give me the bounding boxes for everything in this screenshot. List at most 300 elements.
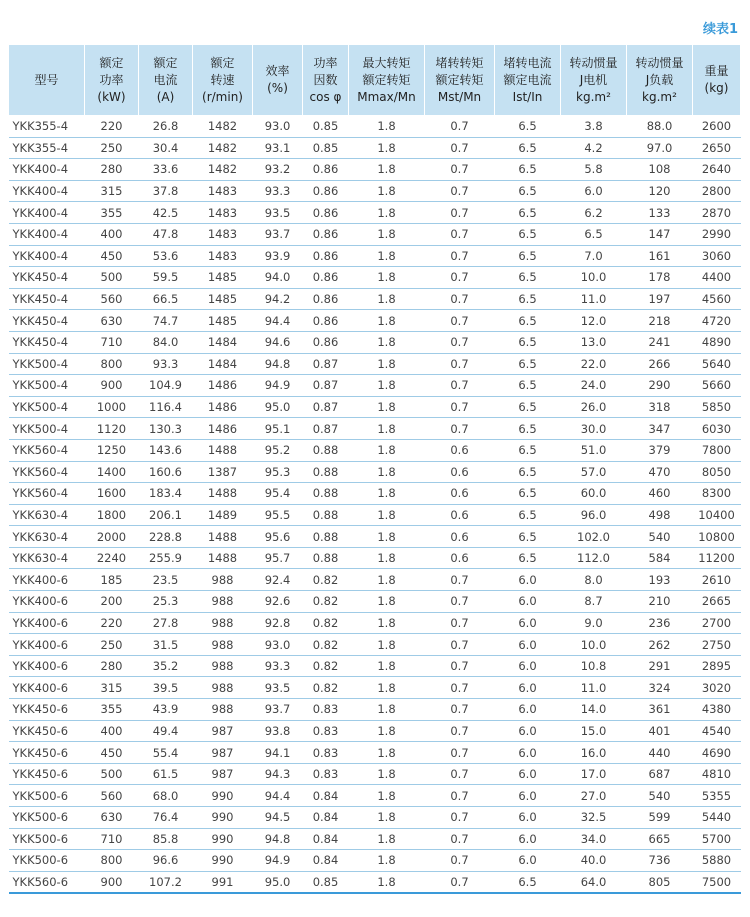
table-cell: 987 bbox=[193, 720, 253, 742]
table-cell: 93.3 bbox=[253, 180, 303, 202]
column-header-line: 功率 bbox=[99, 72, 124, 87]
table-row bbox=[9, 267, 741, 289]
table-cell: 584 bbox=[627, 547, 693, 569]
table-cell: 498 bbox=[627, 504, 693, 526]
table-cell: 1.8 bbox=[349, 612, 425, 634]
table-cell: 630 bbox=[85, 807, 139, 829]
table-cell: 6.5 bbox=[495, 504, 561, 526]
table-cell: 6.0 bbox=[495, 720, 561, 742]
table-cell: 6.5 bbox=[495, 396, 561, 418]
table-row bbox=[9, 461, 741, 483]
table-cell: 4.2 bbox=[561, 137, 627, 159]
table-cell: 0.87 bbox=[303, 375, 349, 397]
table-cell: 0.7 bbox=[425, 137, 495, 159]
column-header-line: 功率 bbox=[313, 55, 338, 70]
table-cell: 0.7 bbox=[425, 720, 495, 742]
table-cell: 990 bbox=[193, 828, 253, 850]
table-cell: 96.0 bbox=[561, 504, 627, 526]
table-cell: 800 bbox=[85, 353, 139, 375]
table-cell: 1483 bbox=[193, 245, 253, 267]
table-cell: 0.7 bbox=[425, 655, 495, 677]
table-cell: 11.0 bbox=[561, 677, 627, 699]
table-cell: 112.0 bbox=[561, 547, 627, 569]
column-header-line: (kW) bbox=[97, 89, 126, 104]
table-cell: 94.5 bbox=[253, 807, 303, 829]
table-cell: 0.6 bbox=[425, 547, 495, 569]
table-row bbox=[9, 396, 741, 418]
table-cell: 6.5 bbox=[495, 547, 561, 569]
table-row bbox=[9, 569, 741, 591]
table-cell: 250 bbox=[85, 137, 139, 159]
table-cell: 1.8 bbox=[349, 159, 425, 181]
table-cell: 4720 bbox=[693, 310, 741, 332]
table-cell: 10.0 bbox=[561, 267, 627, 289]
table-cell: 95.2 bbox=[253, 439, 303, 461]
table-cell: 1.8 bbox=[349, 223, 425, 245]
table-cell: 160.6 bbox=[139, 461, 193, 483]
table-cell: 0.83 bbox=[303, 720, 349, 742]
table-cell: 800 bbox=[85, 850, 139, 872]
table-cell: 161 bbox=[627, 245, 693, 267]
table-cell: 4560 bbox=[693, 288, 741, 310]
table-row bbox=[9, 655, 741, 677]
table-cell: 0.86 bbox=[303, 159, 349, 181]
column-header-line: 最大转矩 bbox=[362, 55, 411, 70]
table-cell: 6.5 bbox=[495, 526, 561, 548]
column-header-line: (kg) bbox=[704, 81, 729, 95]
table-cell: 1.8 bbox=[349, 742, 425, 764]
table-row bbox=[9, 202, 741, 224]
table-cell: 1387 bbox=[193, 461, 253, 483]
table-row bbox=[9, 871, 741, 893]
table-cell: 1488 bbox=[193, 526, 253, 548]
table-cell: 43.9 bbox=[139, 699, 193, 721]
table-cell: 93.3 bbox=[253, 655, 303, 677]
table-cell: 1482 bbox=[193, 116, 253, 138]
column-header-line: 堵转转矩 bbox=[435, 55, 484, 70]
table-cell: 220 bbox=[85, 116, 139, 138]
table-cell: 6.0 bbox=[495, 785, 561, 807]
column-header-line: Ist/In bbox=[512, 89, 543, 104]
table-cell: 6.5 bbox=[495, 159, 561, 181]
column-header bbox=[85, 45, 139, 116]
table-cell: 4890 bbox=[693, 331, 741, 353]
table-cell: 3060 bbox=[693, 245, 741, 267]
table-cell: 6.5 bbox=[495, 116, 561, 138]
table-cell: 988 bbox=[193, 591, 253, 613]
column-header-line: 额定转矩 bbox=[435, 72, 484, 87]
table-cell: 24.0 bbox=[561, 375, 627, 397]
table-cell: 266 bbox=[627, 353, 693, 375]
table-cell: 0.7 bbox=[425, 591, 495, 613]
table-cell: 27.8 bbox=[139, 612, 193, 634]
table-cell: 0.83 bbox=[303, 763, 349, 785]
table-cell: 291 bbox=[627, 655, 693, 677]
table-cell: 990 bbox=[193, 807, 253, 829]
table-cell: 1.8 bbox=[349, 655, 425, 677]
table-cell: 560 bbox=[85, 288, 139, 310]
table-cell: 1.8 bbox=[349, 267, 425, 289]
table-cell: 0.84 bbox=[303, 785, 349, 807]
table-cell: 1.8 bbox=[349, 547, 425, 569]
table-cell: 95.4 bbox=[253, 483, 303, 505]
column-header-line: 电流 bbox=[153, 72, 178, 87]
table-cell: 94.1 bbox=[253, 742, 303, 764]
table-cell: 33.6 bbox=[139, 159, 193, 181]
table-cell: 23.5 bbox=[139, 569, 193, 591]
model-cell: YKK400-6 bbox=[9, 634, 85, 656]
model-cell: YKK450-4 bbox=[9, 331, 85, 353]
table-cell: 0.84 bbox=[303, 828, 349, 850]
table-cell: 0.82 bbox=[303, 655, 349, 677]
table-cell: 1.8 bbox=[349, 699, 425, 721]
model-cell: YKK450-6 bbox=[9, 720, 85, 742]
table-cell: 97.0 bbox=[627, 137, 693, 159]
table-cell: 6.0 bbox=[495, 699, 561, 721]
model-cell: YKK400-4 bbox=[9, 245, 85, 267]
table-cell: 280 bbox=[85, 159, 139, 181]
table-cell: 500 bbox=[85, 763, 139, 785]
table-cell: 2990 bbox=[693, 223, 741, 245]
table-cell: 355 bbox=[85, 202, 139, 224]
table-cell: 66.5 bbox=[139, 288, 193, 310]
table-row bbox=[9, 742, 741, 764]
table-cell: 95.0 bbox=[253, 396, 303, 418]
table-cell: 94.3 bbox=[253, 763, 303, 785]
table-cell: 1.8 bbox=[349, 137, 425, 159]
table-cell: 5640 bbox=[693, 353, 741, 375]
table-cell: 6.0 bbox=[495, 655, 561, 677]
table-cell: 6.5 bbox=[495, 267, 561, 289]
table-cell: 1.8 bbox=[349, 634, 425, 656]
table-cell: 5440 bbox=[693, 807, 741, 829]
table-cell: 6.5 bbox=[495, 375, 561, 397]
table-cell: 0.88 bbox=[303, 547, 349, 569]
table-cell: 5.8 bbox=[561, 159, 627, 181]
table-cell: 0.7 bbox=[425, 159, 495, 181]
table-cell: 6.0 bbox=[495, 763, 561, 785]
table-cell: 987 bbox=[193, 742, 253, 764]
table-cell: 347 bbox=[627, 418, 693, 440]
table-cell: 0.7 bbox=[425, 375, 495, 397]
table-cell: 6.5 bbox=[495, 439, 561, 461]
table-cell: 8.7 bbox=[561, 591, 627, 613]
table-row bbox=[9, 807, 741, 829]
table-row bbox=[9, 288, 741, 310]
table-cell: 1000 bbox=[85, 396, 139, 418]
table-cell: 241 bbox=[627, 331, 693, 353]
table-cell: 0.7 bbox=[425, 288, 495, 310]
table-cell: 6.5 bbox=[495, 331, 561, 353]
table-cell: 96.6 bbox=[139, 850, 193, 872]
table-cell: 990 bbox=[193, 785, 253, 807]
table-cell: 74.7 bbox=[139, 310, 193, 332]
table-cell: 84.0 bbox=[139, 331, 193, 353]
table-cell: 2800 bbox=[693, 180, 741, 202]
table-cell: 94.4 bbox=[253, 785, 303, 807]
table-cell: 6.0 bbox=[495, 591, 561, 613]
table-cell: 900 bbox=[85, 375, 139, 397]
table-cell: 1.8 bbox=[349, 439, 425, 461]
table-cell: 6.0 bbox=[495, 828, 561, 850]
table-cell: 94.4 bbox=[253, 310, 303, 332]
table-cell: 1.8 bbox=[349, 807, 425, 829]
table-cell: 1.8 bbox=[349, 720, 425, 742]
table-cell: 0.7 bbox=[425, 116, 495, 138]
table-cell: 2700 bbox=[693, 612, 741, 634]
table-row bbox=[9, 439, 741, 461]
table-cell: 318 bbox=[627, 396, 693, 418]
table-cell: 560 bbox=[85, 785, 139, 807]
table-cell: 0.86 bbox=[303, 310, 349, 332]
model-cell: YKK400-4 bbox=[9, 159, 85, 181]
column-header bbox=[561, 45, 627, 116]
model-cell: YKK500-4 bbox=[9, 375, 85, 397]
table-cell: 1.8 bbox=[349, 483, 425, 505]
table-cell: 6.5 bbox=[495, 461, 561, 483]
table-cell: 93.5 bbox=[253, 202, 303, 224]
table-cell: 0.6 bbox=[425, 483, 495, 505]
column-header bbox=[9, 45, 85, 116]
table-cell: 17.0 bbox=[561, 763, 627, 785]
column-header-line: 额定转矩 bbox=[362, 72, 411, 87]
model-cell: YKK450-4 bbox=[9, 310, 85, 332]
table-cell: 0.7 bbox=[425, 267, 495, 289]
table-cell: 22.0 bbox=[561, 353, 627, 375]
table-cell: 5660 bbox=[693, 375, 741, 397]
table-cell: 93.8 bbox=[253, 720, 303, 742]
table-cell: 0.82 bbox=[303, 591, 349, 613]
table-row bbox=[9, 159, 741, 181]
table-cell: 130.3 bbox=[139, 418, 193, 440]
table-cell: 6.5 bbox=[495, 245, 561, 267]
table-cell: 92.8 bbox=[253, 612, 303, 634]
table-cell: 102.0 bbox=[561, 526, 627, 548]
table-cell: 0.7 bbox=[425, 331, 495, 353]
table-cell: 355 bbox=[85, 699, 139, 721]
table-cell: 1485 bbox=[193, 267, 253, 289]
table-cell: 0.85 bbox=[303, 871, 349, 893]
table-cell: 2895 bbox=[693, 655, 741, 677]
table-cell: 7800 bbox=[693, 439, 741, 461]
table-cell: 15.0 bbox=[561, 720, 627, 742]
table-row bbox=[9, 526, 741, 548]
table-cell: 0.82 bbox=[303, 569, 349, 591]
table-cell: 1.8 bbox=[349, 375, 425, 397]
table-cell: 193 bbox=[627, 569, 693, 591]
table-cell: 32.5 bbox=[561, 807, 627, 829]
column-header-line: 型号 bbox=[34, 72, 59, 87]
table-cell: 10800 bbox=[693, 526, 741, 548]
table-cell: 0.87 bbox=[303, 418, 349, 440]
table-cell: 8300 bbox=[693, 483, 741, 505]
table-row bbox=[9, 850, 741, 872]
model-cell: YKK560-4 bbox=[9, 439, 85, 461]
table-cell: 0.87 bbox=[303, 353, 349, 375]
table-cell: 6.0 bbox=[495, 677, 561, 699]
table-cell: 0.6 bbox=[425, 439, 495, 461]
table-cell: 10.8 bbox=[561, 655, 627, 677]
table-cell: 0.7 bbox=[425, 871, 495, 893]
table-cell: 1483 bbox=[193, 202, 253, 224]
table-cell: 6.5 bbox=[495, 418, 561, 440]
table-cell: 236 bbox=[627, 612, 693, 634]
table-cell: 206.1 bbox=[139, 504, 193, 526]
table-cell: 2000 bbox=[85, 526, 139, 548]
table-cell: 6.5 bbox=[495, 137, 561, 159]
table-cell: 220 bbox=[85, 612, 139, 634]
table-cell: 250 bbox=[85, 634, 139, 656]
table-row bbox=[9, 483, 741, 505]
table-cell: 147 bbox=[627, 223, 693, 245]
table-cell: 0.85 bbox=[303, 137, 349, 159]
table-cell: 0.7 bbox=[425, 180, 495, 202]
table-cell: 460 bbox=[627, 483, 693, 505]
table-cell: 2640 bbox=[693, 159, 741, 181]
table-cell: 94.2 bbox=[253, 288, 303, 310]
table-cell: 6.5 bbox=[495, 871, 561, 893]
table-cell: 315 bbox=[85, 180, 139, 202]
table-cell: 1120 bbox=[85, 418, 139, 440]
table-cell: 2750 bbox=[693, 634, 741, 656]
table-cell: 0.87 bbox=[303, 396, 349, 418]
model-cell: YKK500-6 bbox=[9, 807, 85, 829]
table-cell: 7.0 bbox=[561, 245, 627, 267]
table-cell: 1.8 bbox=[349, 591, 425, 613]
table-cell: 1800 bbox=[85, 504, 139, 526]
model-cell: YKK450-6 bbox=[9, 763, 85, 785]
table-cell: 8050 bbox=[693, 461, 741, 483]
table-cell: 379 bbox=[627, 439, 693, 461]
table-cell: 34.0 bbox=[561, 828, 627, 850]
table-row bbox=[9, 418, 741, 440]
column-header-line: 转速 bbox=[210, 72, 235, 87]
table-cell: 280 bbox=[85, 655, 139, 677]
table-cell: 0.88 bbox=[303, 483, 349, 505]
table-cell: 1.8 bbox=[349, 418, 425, 440]
table-cell: 25.3 bbox=[139, 591, 193, 613]
table-cell: 30.0 bbox=[561, 418, 627, 440]
table-cell: 39.5 bbox=[139, 677, 193, 699]
table-cell: 0.86 bbox=[303, 331, 349, 353]
model-cell: YKK400-6 bbox=[9, 677, 85, 699]
table-cell: 6.5 bbox=[495, 223, 561, 245]
table-cell: 37.8 bbox=[139, 180, 193, 202]
table-cell: 57.0 bbox=[561, 461, 627, 483]
table-cell: 35.2 bbox=[139, 655, 193, 677]
table-cell: 10.0 bbox=[561, 634, 627, 656]
table-cell: 1.8 bbox=[349, 504, 425, 526]
column-header-line: 额定 bbox=[153, 55, 178, 70]
table-cell: 3020 bbox=[693, 677, 741, 699]
table-cell: 1400 bbox=[85, 461, 139, 483]
table-cell: 94.8 bbox=[253, 353, 303, 375]
table-row bbox=[9, 699, 741, 721]
column-header bbox=[693, 45, 741, 116]
table-cell: 30.4 bbox=[139, 137, 193, 159]
column-header bbox=[627, 45, 693, 116]
table-cell: 68.0 bbox=[139, 785, 193, 807]
table-cell: 95.7 bbox=[253, 547, 303, 569]
column-header-line: Mmax/Mn bbox=[357, 89, 416, 104]
model-cell: YKK450-6 bbox=[9, 742, 85, 764]
table-cell: 13.0 bbox=[561, 331, 627, 353]
motor-spec-table bbox=[8, 44, 741, 894]
table-cell: 4400 bbox=[693, 267, 741, 289]
table-cell: 1483 bbox=[193, 223, 253, 245]
table-cell: 93.5 bbox=[253, 677, 303, 699]
table-cell: 47.8 bbox=[139, 223, 193, 245]
table-row bbox=[9, 677, 741, 699]
table-cell: 0.88 bbox=[303, 504, 349, 526]
table-row bbox=[9, 245, 741, 267]
table-cell: 450 bbox=[85, 245, 139, 267]
table-cell: 988 bbox=[193, 655, 253, 677]
table-cell: 988 bbox=[193, 677, 253, 699]
model-cell: YKK400-4 bbox=[9, 202, 85, 224]
column-header bbox=[349, 45, 425, 116]
table-cell: 0.7 bbox=[425, 202, 495, 224]
table-cell: 6.5 bbox=[495, 483, 561, 505]
table-cell: 95.0 bbox=[253, 871, 303, 893]
table-cell: 116.4 bbox=[139, 396, 193, 418]
table-cell: 93.7 bbox=[253, 223, 303, 245]
table-cell: 6.0 bbox=[495, 634, 561, 656]
table-cell: 315 bbox=[85, 677, 139, 699]
table-cell: 26.0 bbox=[561, 396, 627, 418]
column-header bbox=[193, 45, 253, 116]
table-cell: 2610 bbox=[693, 569, 741, 591]
table-cell: 630 bbox=[85, 310, 139, 332]
table-cell: 133 bbox=[627, 202, 693, 224]
table-cell: 805 bbox=[627, 871, 693, 893]
table-cell: 40.0 bbox=[561, 850, 627, 872]
table-cell: 4540 bbox=[693, 720, 741, 742]
table-cell: 93.0 bbox=[253, 116, 303, 138]
table-cell: 0.83 bbox=[303, 742, 349, 764]
table-cell: 988 bbox=[193, 634, 253, 656]
table-cell: 6.5 bbox=[495, 288, 561, 310]
table-row bbox=[9, 180, 741, 202]
table-cell: 0.6 bbox=[425, 526, 495, 548]
table-cell: 400 bbox=[85, 223, 139, 245]
table-cell: 450 bbox=[85, 742, 139, 764]
table-cell: 26.8 bbox=[139, 116, 193, 138]
model-cell: YKK450-4 bbox=[9, 267, 85, 289]
model-cell: YKK560-6 bbox=[9, 871, 85, 893]
column-header-line: (r/min) bbox=[202, 89, 243, 104]
table-cell: 1.8 bbox=[349, 785, 425, 807]
table-cell: 107.2 bbox=[139, 871, 193, 893]
table-cell: 400 bbox=[85, 720, 139, 742]
column-header bbox=[253, 45, 303, 116]
table-cell: 6.0 bbox=[495, 807, 561, 829]
table-cell: 1488 bbox=[193, 439, 253, 461]
page-title: 续表1 bbox=[702, 22, 738, 37]
table-cell: 0.83 bbox=[303, 699, 349, 721]
table-cell: 0.7 bbox=[425, 353, 495, 375]
table-cell: 64.0 bbox=[561, 871, 627, 893]
table-cell: 0.7 bbox=[425, 807, 495, 829]
table-cell: 988 bbox=[193, 569, 253, 591]
table-cell: 1.8 bbox=[349, 288, 425, 310]
table-cell: 0.88 bbox=[303, 439, 349, 461]
table-cell: 95.3 bbox=[253, 461, 303, 483]
table-cell: 0.86 bbox=[303, 245, 349, 267]
table-cell: 185 bbox=[85, 569, 139, 591]
table-row bbox=[9, 612, 741, 634]
table-row bbox=[9, 116, 741, 138]
